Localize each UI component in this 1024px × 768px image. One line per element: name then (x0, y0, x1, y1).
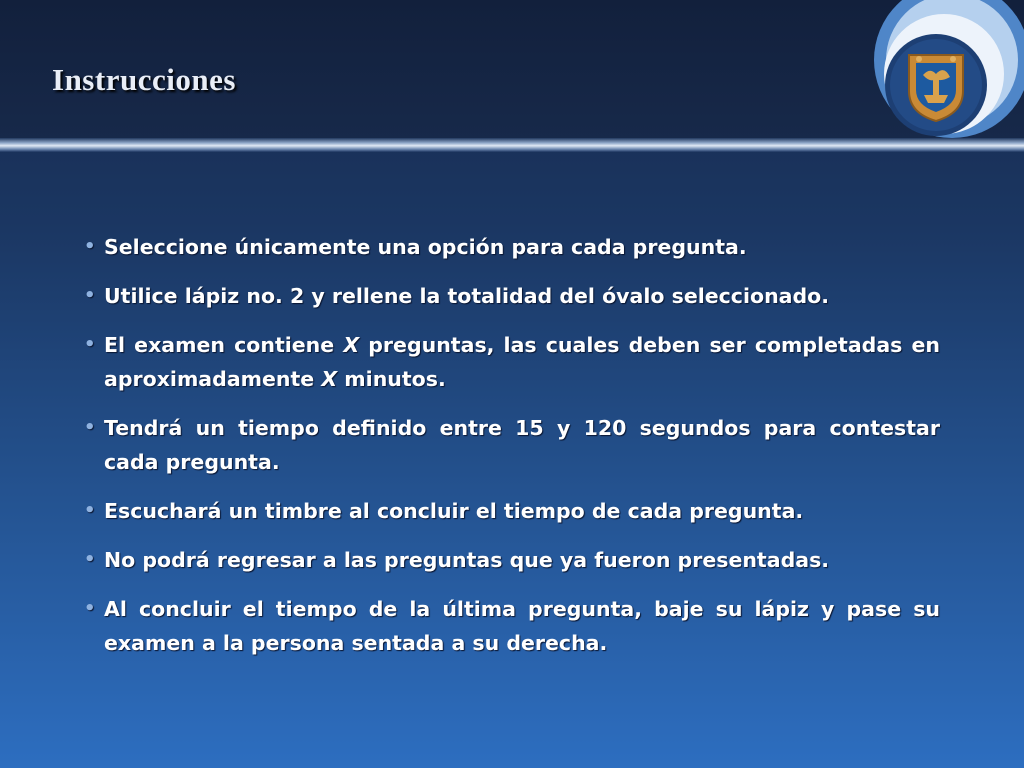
list-item-text: No podrá regresar a las preguntas que ya fueron presentadas. (104, 548, 830, 572)
bullet-icon: • (84, 500, 96, 521)
list-item (84, 494, 940, 528)
list-item-text: Seleccione únicamente una opción para cada pregunta. (104, 235, 747, 259)
bullet-icon: • (84, 598, 96, 619)
list-item-text: Tendrá un tiempo definido entre 15 y 120 segundos para contestar cada pregunta. (104, 416, 940, 474)
list-item (84, 230, 940, 264)
list-item (84, 543, 940, 577)
list-item-text: Escuchará un timbre al concluir el tiempo de cada pregunta. (104, 499, 804, 523)
slide-title: Instrucciones (52, 62, 236, 97)
bullet-icon: • (84, 285, 96, 306)
bullet-icon: • (84, 417, 96, 438)
list-item (84, 592, 940, 660)
list-item (84, 279, 940, 313)
bullet-icon: • (84, 549, 96, 570)
instruction-list (84, 230, 940, 675)
bullet-icon: • (84, 236, 96, 257)
university-crest-logo (860, 0, 1024, 146)
list-item-text-part: El examen contiene (104, 333, 344, 357)
list-item (84, 411, 940, 479)
list-item (84, 328, 940, 396)
list-item-text-part: minutos. (337, 367, 446, 391)
minutes-placeholder: X (321, 367, 338, 391)
list-item-text-part: preguntas, las cuales deben ser completadas en aproximadamente (104, 333, 940, 391)
list-item-text: Al concluir el tiempo de la última pregunta, baje su lápiz y pase su examen a la persona sentada a su derecha. (104, 597, 940, 655)
question-count-placeholder: X (343, 333, 360, 357)
bullet-icon: • (84, 334, 96, 355)
list-item-text: Utilice lápiz no. 2 y rellene la totalidad del óvalo seleccionado. (104, 284, 830, 308)
